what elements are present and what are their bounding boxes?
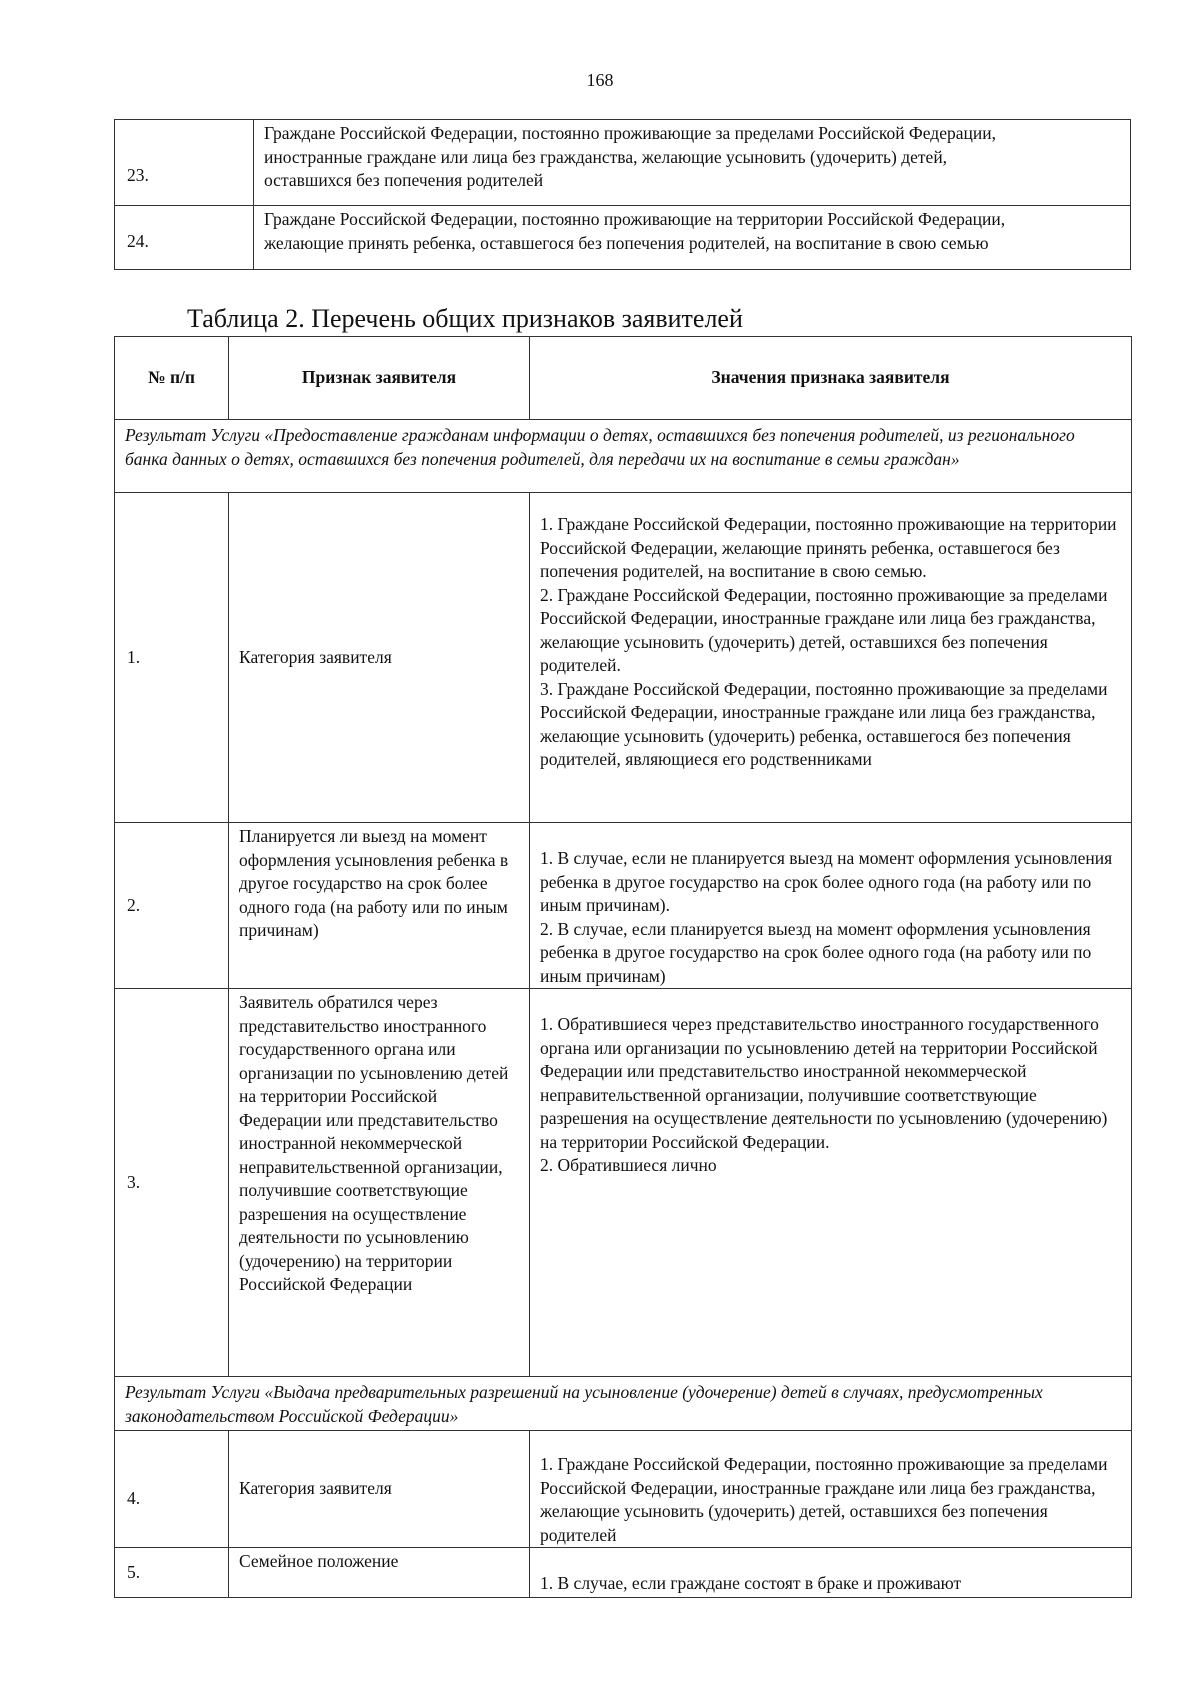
header-num: № п/п: [115, 337, 229, 420]
section-title: Результат Услуги «Предоставление гражданам информации о детях, оставшихся без попечения родителей, из регионального банка данных о детях, оставшихся без попечения родителей, для передачи их на воспитание в семьи граждан»: [115, 420, 1132, 493]
row-number: 2.: [115, 823, 229, 989]
table-row: [115, 989, 1132, 1377]
applicant-attributes-table: [114, 336, 1132, 1598]
header-sign: Признак заявителя: [229, 337, 530, 420]
row-number: 4.: [115, 1431, 229, 1548]
table-row: [115, 823, 1132, 989]
table-row: [115, 120, 1131, 206]
row-number: 24.: [115, 206, 254, 270]
row-value: 1. В случае, если граждане состоят в браке и проживают: [530, 1548, 1132, 1598]
table-title: Таблица 2. Перечень общих признаков заявителей: [187, 304, 743, 333]
header-value: Значения признака заявителя: [530, 337, 1132, 420]
row-sign: Категория заявителя: [229, 493, 530, 823]
row-value: 1. Обратившиеся через представительство иностранного государственного органа или организации по усыновлению детей на территории Российской Федерации или представительство иностранной некоммерческой неправительственной организации, получившие соответствующие разрешения на осуществление деятельности по усыновлению (удочерению) на территории Российской Федерации. 2. Обратившиеся лично: [530, 989, 1132, 1377]
row-number: 23.: [115, 120, 254, 206]
row-number: 5.: [115, 1548, 229, 1598]
page-number: 168: [586, 70, 614, 90]
continued-applicants-table: [114, 119, 1131, 270]
row-sign: Семейное положение: [229, 1548, 530, 1598]
row-sign: Заявитель обратился через представительство иностранного государственного органа или организации по усыновлению детей на территории Российской Федерации или представительство иностранной некоммерческой неправительственной организации, получившие соответствующие разрешения на осуществление деятельности по усыновлению (удочерению) на территории Российской Федерации: [229, 989, 530, 1377]
section-title: Результат Услуги «Выдача предварительных разрешений на усыновление (удочерение) детей в случаях, предусмотренных законодательством Российской Федерации»: [115, 1377, 1132, 1431]
table-row: [115, 1548, 1132, 1598]
row-text: Граждане Российской Федерации, постоянно проживающие на территории Российской Федерации, желающие принять ребенка, оставшегося без попечения родителей, на воспитание в свою семью: [254, 206, 1131, 270]
row-value: 1. Граждане Российской Федерации, постоянно проживающие за пределами Российской Федерации, иностранные граждане или лица без гражданства, желающие усыновить (удочерить) детей, оставшихся без попечения родителей: [530, 1431, 1132, 1548]
row-number: 1.: [115, 493, 229, 823]
row-number: 3.: [115, 989, 229, 1377]
row-text: Граждане Российской Федерации, постоянно проживающие за пределами Российской Федерации, иностранные граждане или лица без гражданства, желающие усыновить (удочерить) детей, оставшихся без попечения родителей: [254, 120, 1131, 206]
row-sign: Категория заявителя: [229, 1431, 530, 1548]
table-row: [115, 1431, 1132, 1548]
row-value: 1. В случае, если не планируется выезд на момент оформления усыновления ребенка в другое государство на срок более одного года (на работу или по иным причинам). 2. В случае, если планируется выезд на момент оформления усыновления ребенка в другое государство на срок более одного года (на работу или по иным причинам): [530, 823, 1132, 989]
table-row: [115, 493, 1132, 823]
table-row: [115, 206, 1131, 270]
section-row: [115, 420, 1132, 493]
section-row: [115, 1377, 1132, 1431]
row-value: 1. Граждане Российской Федерации, постоянно проживающие на территории Российской Федерации, желающие принять ребенка, оставшегося без попечения родителей, на воспитание в свою семью. 2. Граждане Российской Федерации, постоянно проживающие за пределами Российской Федерации, иностранные граждане или лица без гражданства, желающие усыновить (удочерить) детей, оставшихся без попечения родителей. 3. Граждане Российской Федерации, постоянно проживающие за пределами Российской Федерации, иностранные граждане или лица без гражданства, желающие усыновить (удочерить) ребенка, оставшегося без попечения родителей, являющиеся его родственниками: [530, 493, 1132, 823]
table-header-row: [115, 337, 1132, 420]
row-sign: Планируется ли выезд на момент оформления усыновления ребенка в другое государство на срок более одного года (на работу или по иным причинам): [229, 823, 530, 989]
